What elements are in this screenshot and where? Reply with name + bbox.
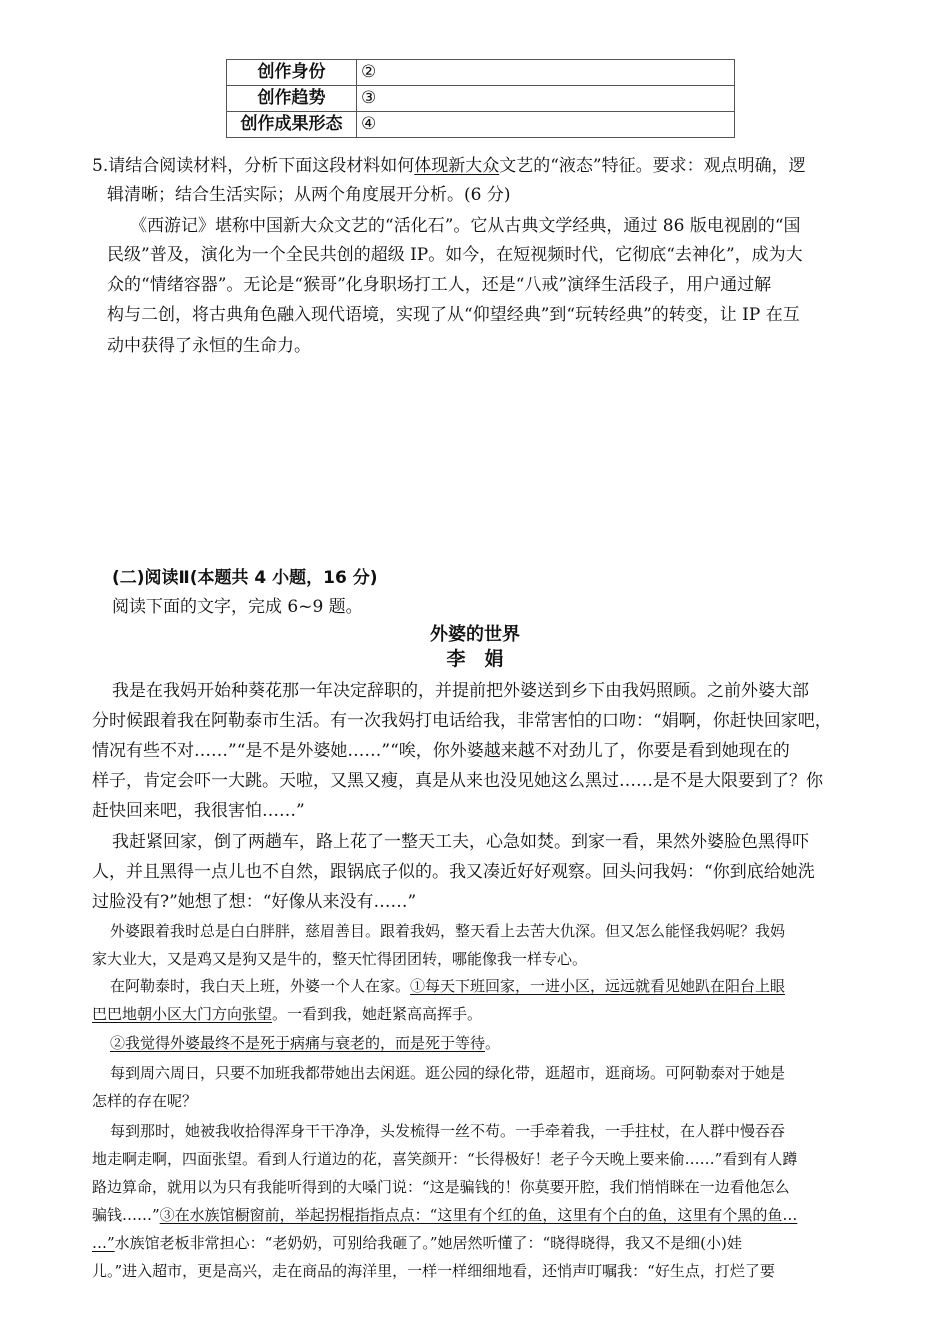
q5-line-2: 辑清晰；结合生活实际；从两个角度展开分析。(6 分) — [107, 185, 511, 205]
story-line: 路边算命，就用以为只有我能听得到的大嗓门说：“这是骗钱的！你莫要开腔，我们悄悄眯在一边看他怎么 — [92, 1178, 790, 1196]
story-line: 情况有些不对……”“是不是外婆她……”“唉，你外婆越来越不对劲儿了，你要是看到她现在的 — [92, 741, 790, 761]
story-line: 儿。”进入超市，更是高兴，走在商品的海洋里，一样一样细细地看，还悄声叮嘱我：“好生点，打烂了要 — [92, 1262, 775, 1280]
story-text: 在阿勒泰时，我白天上班，外婆一个人在家。 — [110, 977, 411, 995]
underlined-sentence-2: ②我觉得外婆最终不是死于病痛与衰老的，而是死于等待 — [110, 1034, 486, 1052]
underlined-sentence-1: 巴巴地朝小区大门方向张望 — [92, 1005, 273, 1023]
story-line — [110, 1032, 500, 1053]
story-line: 每到那时，她被我收拾得浑身干干净净，头发梳得一丝不苟。一手牵着我，一手拄杖，在人群中慢吞吞 — [110, 1122, 786, 1140]
q5-material-line: 民级”普及，演化为一个全民共创的超级 IP。如今，在短视频时代，它彻底“去神化”，成为大 — [107, 245, 803, 265]
story-author: 李 娟 — [446, 648, 504, 670]
underlined-sentence-1: ①每天下班回家，一进小区，远远就看见她趴在阳台上眼 — [410, 977, 786, 995]
section-heading: (二)阅读Ⅱ(本题共 4 小题，16 分) — [112, 568, 378, 588]
story-line: 赶快回来吧，我很害怕……” — [92, 801, 305, 821]
story-line: 分时候跟着我在阿勒泰市生活。有一次我妈打电话给我，非常害怕的口吻：“娟啊，你赶快回家吧， — [92, 711, 832, 731]
story-title: 外婆的世界 — [430, 624, 520, 645]
row-value: ② — [357, 60, 735, 86]
story-line — [110, 975, 785, 996]
row-value: ④ — [357, 112, 735, 138]
creation-table — [226, 59, 735, 138]
story-line: 每到周六周日，只要不加班我都带她出去闲逛。逛公园的绿化带，逛超市，逛商场。可阿勒泰对于她是 — [110, 1064, 786, 1082]
q5-underlined: 体现新大众 — [414, 156, 500, 176]
story-text: 水族馆老板非常担心：“老奶奶，可别给我砸了。”她居然听懂了：“晓得晓得，我又不是细(小)娃 — [114, 1234, 742, 1252]
story-line — [92, 1232, 742, 1253]
q5-material-line: 众的“情绪容器”。无论是“猴哥”化身职场打工人，还是“八戒”演绎生活段子，用户通过解 — [107, 275, 772, 295]
row-label: 创作趋势 — [227, 86, 357, 112]
q5-material-line: 《西游记》堪称中国新大众文艺的“活化石”。它从古典文学经典，通过 86 版电视剧的“国 — [130, 216, 801, 236]
q5-material-line: 构与二创，将古典角色融入现代语境，实现了从“仰望经典”到“玩转经典”的转变，让 IP 在互 — [107, 305, 800, 325]
q5-text: 5.请结合阅读材料，分析下面这段材料如何 — [92, 156, 415, 176]
instruction: 阅读下面的文字，完成 6~9 题。 — [112, 597, 363, 617]
story-line: 地走啊走啊，四面张望。看到人行道边的花，喜笑颜开：“长得极好！老子今天晚上要来偷……”看到有人蹲 — [92, 1150, 798, 1168]
row-label: 创作身份 — [227, 60, 357, 86]
story-line: 过脸没有?”她想了想：“好像从来没有……” — [92, 892, 417, 912]
story-line: 外婆跟着我时总是白白胖胖，慈眉善目。跟着我妈，整天看上去苦大仇深。但又怎么能怪我妈呢？我妈 — [110, 922, 786, 940]
story-text: 骗钱……” — [92, 1206, 160, 1224]
q5-line-1 — [92, 151, 806, 176]
q5-text: 文艺的“液态”特征。要求：观点明确，逻 — [499, 156, 806, 176]
story-line: 怎样的存在呢？ — [92, 1092, 198, 1110]
table-row — [227, 112, 735, 138]
story-line: 人，并且黑得一点儿也不自然，跟锅底子似的。我又凑近好好观察。回头问我妈：“你到底给她洗 — [92, 862, 815, 882]
q5-material-line: 动中获得了永恒的生命力。 — [107, 336, 311, 356]
table-row — [227, 60, 735, 86]
underlined-sentence-3: ③在水族馆橱窗前，举起拐棍指指点点：“这里有个红的鱼，这里有个白的鱼，这里有个黑的鱼… — [159, 1206, 798, 1224]
story-line: 我是在我妈开始种葵花那一年决定辞职的，并提前把外婆送到乡下由我妈照顾。之前外婆大部 — [112, 681, 809, 701]
table-row — [227, 86, 735, 112]
underlined-sentence-3: …” — [92, 1234, 115, 1252]
story-line — [92, 1003, 482, 1024]
story-line: 样子，肯定会吓一大跳。天啦，又黑又瘦，真是从来也没见她这么黑过……是不是大限要到了？你 — [92, 771, 823, 791]
story-line — [92, 1204, 797, 1225]
row-label: 创作成果形态 — [227, 112, 357, 138]
story-text: 。 — [485, 1034, 501, 1052]
row-value: ③ — [357, 86, 735, 112]
story-line: 家大业大，又是鸡又是狗又是牛的，整天忙得团团转，哪能像我一样专心。 — [92, 950, 588, 968]
story-text: 。一看到我，她赶紧高高挥手。 — [272, 1005, 483, 1023]
story-line: 我赶紧回家，倒了两趟车，路上花了一整天工夫，心急如焚。到家一看，果然外婆脸色黑得吓 — [112, 832, 809, 852]
